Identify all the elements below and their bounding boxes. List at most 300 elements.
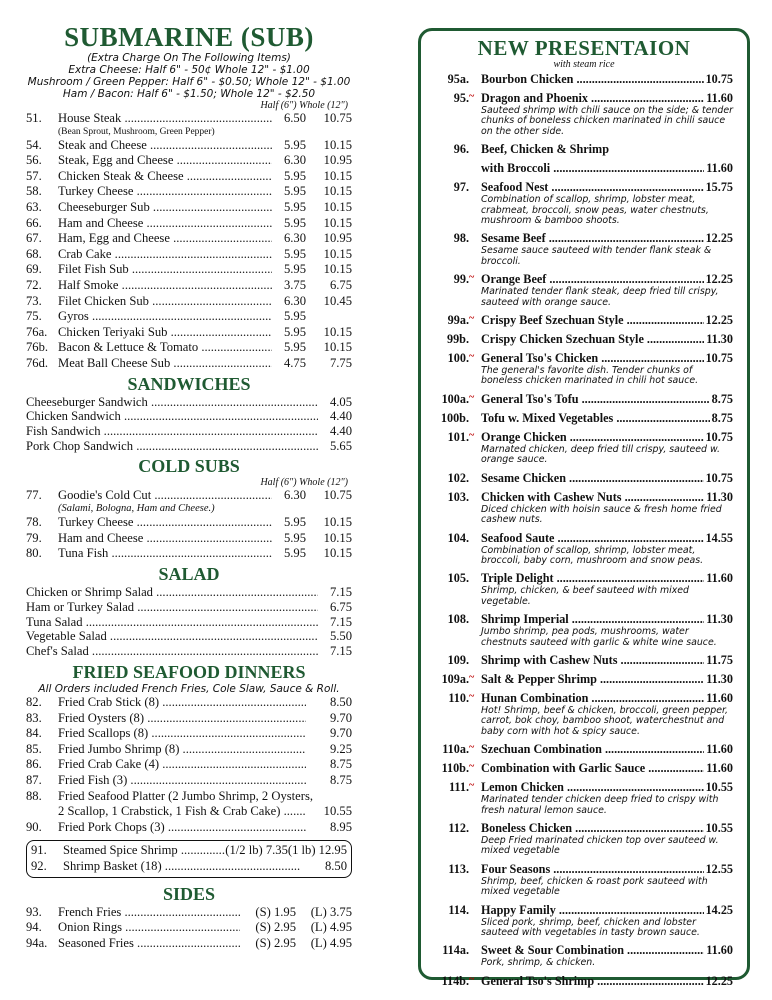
item-name: Meat Ball Cheese Sub ..... xyxy=(58,356,272,372)
half-price: 6.30 xyxy=(283,231,306,246)
item-name: Goodie's Cold Cut ..... xyxy=(58,488,272,504)
note-line: (Extra Charge On The Following Items) xyxy=(87,52,291,64)
item-price: 8.75 xyxy=(711,391,733,406)
half-price: 5.95 xyxy=(283,546,306,561)
menu-item xyxy=(421,531,747,567)
item-name: Turkey Cheese ..... xyxy=(58,184,272,200)
item-row xyxy=(481,612,747,627)
item-name: Seafood Saute ..... xyxy=(481,531,704,546)
item-number: 54. xyxy=(26,137,42,152)
item-number: 111. xyxy=(449,780,469,795)
item-name: French Fries ..... xyxy=(58,905,240,921)
item-row xyxy=(481,943,747,958)
sub-row xyxy=(26,356,352,372)
item-number: 72. xyxy=(26,277,42,292)
whole-price: 10.75 xyxy=(323,111,352,125)
item-number: 93. xyxy=(26,904,42,919)
sub-row xyxy=(26,216,352,232)
chili-pepper-icon: ~ xyxy=(469,780,475,792)
item-number: 94a. xyxy=(26,935,48,950)
menu-item xyxy=(421,742,747,757)
item-price: 12.25 xyxy=(705,313,733,328)
small-price: (S) 2.95 xyxy=(255,920,296,935)
item-name: with Broccoli ..... xyxy=(481,161,704,176)
item-number: 95. xyxy=(453,91,469,105)
item-number: 90. xyxy=(26,819,42,834)
item-name: Crispy Chicken Szechuan Style ..... xyxy=(481,332,704,347)
item-number: 99b. xyxy=(446,332,469,347)
item-name: Bourbon Chicken ..... xyxy=(481,72,704,87)
item-price: 11.60 xyxy=(706,571,733,586)
salad-row xyxy=(26,644,352,659)
item-name: Four Seasons ..... xyxy=(481,862,704,877)
new-presentation-list xyxy=(421,72,747,989)
whole-price: 10.45 xyxy=(323,293,352,308)
menu-item xyxy=(421,943,747,968)
item-name: Half Smoke ..... xyxy=(58,278,272,294)
item-name: Chicken Sandwich ..... xyxy=(26,409,318,424)
item-number: 76d. xyxy=(26,355,49,370)
seafood-row xyxy=(26,773,352,789)
sub-row xyxy=(26,184,352,200)
item-name: Triple Delight ..... xyxy=(481,571,704,586)
item-name: Shrimp with Cashew Nuts ..... xyxy=(481,653,704,668)
item-price: 12.25 xyxy=(705,973,733,988)
chili-pepper-icon: ~ xyxy=(469,429,475,441)
chili-pepper-icon: ~ xyxy=(469,391,475,403)
sub-column-header: Half (6") Whole (12") xyxy=(260,100,348,111)
item-price: 9.25 xyxy=(329,741,352,756)
item-price: 12.55 xyxy=(705,861,733,876)
item-name: Tuna Fish ..... xyxy=(58,546,272,562)
item-description: Marnated chicken, deep fried till crispy, sauteed w. orange sauce. xyxy=(481,443,721,466)
item-name: Dragon and Phoenix ..... xyxy=(481,91,704,106)
item-row xyxy=(481,471,747,486)
item-row xyxy=(481,313,747,328)
item-number: 103. xyxy=(447,489,469,504)
sub-row xyxy=(26,278,352,294)
menu-item xyxy=(421,313,747,328)
chili-pepper-icon: ~ xyxy=(469,973,475,985)
item-name: Steak and Cheese ..... xyxy=(58,138,272,154)
item-name: 2 Scallop, 1 Crabstick, 1 Fish & Crab Cake) ..... xyxy=(58,804,306,820)
salad-row xyxy=(26,600,352,615)
new-presentation-subtitle: with steam rice xyxy=(553,59,615,70)
item-name: House Steak ..... xyxy=(58,111,272,127)
half-price: 5.95 xyxy=(283,246,306,261)
cold-column-header: Half (6") Whole (12") xyxy=(260,476,348,488)
item-price: 7.15 xyxy=(329,644,352,659)
item-description: Hot! Shrimp, beef & chicken, broccoli, green pepper, carrot, bok choy, bamboo shoot, waterchestnut and baby corn with hot & spicy sauce. xyxy=(481,704,728,737)
item-row xyxy=(481,691,747,706)
item-price: 11.60 xyxy=(706,161,733,176)
item-number: 92. xyxy=(31,858,47,873)
item-price: 4.05 xyxy=(329,394,352,409)
item-number: 82. xyxy=(26,695,42,710)
new-presentation-title: NEW PRESENTAION xyxy=(477,36,691,60)
new-presentation-box xyxy=(418,28,750,988)
item-row xyxy=(481,653,747,668)
menu-item xyxy=(421,411,747,426)
item-number: 67. xyxy=(26,231,42,246)
item-number: 76b. xyxy=(26,340,49,355)
item-row xyxy=(481,742,747,757)
item-name: Crab Cake ..... xyxy=(58,247,272,263)
item-number: 99. xyxy=(453,272,469,287)
item-description: Deep Fried marinated chicken top over sauteed w. mixed vegetable xyxy=(481,834,719,857)
menu-item xyxy=(421,653,747,668)
item-row xyxy=(481,903,747,918)
item-number: 100a. xyxy=(441,391,469,406)
item-price: 11.30 xyxy=(706,671,733,686)
item-number: 78. xyxy=(26,515,42,530)
item-number: 80. xyxy=(26,546,42,561)
item-price: 9.70 xyxy=(329,726,352,741)
whole-price: 10.95 xyxy=(323,153,352,168)
cold-sub-row xyxy=(26,531,352,547)
item-price: 10.75 xyxy=(705,470,733,485)
item-name: Filet Fish Sub ..... xyxy=(58,262,272,278)
cold-sub-row xyxy=(26,488,352,504)
item-name: Gyros ..... xyxy=(58,309,272,325)
item-price: 6.75 xyxy=(329,599,352,614)
seafood-row xyxy=(26,820,352,836)
whole-price: 10.15 xyxy=(323,340,352,355)
item-name: Steak, Egg and Cheese ..... xyxy=(58,153,272,169)
item-price: 11.75 xyxy=(706,652,733,667)
item-name: Ham, Egg and Cheese ..... xyxy=(58,231,272,247)
item-row xyxy=(481,974,747,989)
menu-item xyxy=(421,862,747,898)
menu-item xyxy=(421,903,747,939)
small-price: (S) 1.95 xyxy=(255,904,296,919)
item-price: 10.55 xyxy=(705,780,733,795)
item-number: 109a. xyxy=(441,671,469,686)
item-description: Marinated tender chicken deep fried to crispy with fresh natural lemon sauce. xyxy=(481,794,719,816)
item-price: 14.55 xyxy=(705,530,733,545)
item-price: 11.60 xyxy=(706,690,733,705)
item-price: 5.65 xyxy=(329,438,352,453)
item-description: Combination of scallop, shrimp, lobster meat, broccoli, baby corn, mushroom and snow peas. xyxy=(481,544,704,566)
item-price: 11.60 xyxy=(706,91,733,105)
item-number: 114b. xyxy=(441,973,469,988)
item-name: Turkey Cheese ..... xyxy=(58,515,272,531)
item-number: 100. xyxy=(447,351,469,366)
item-name: Salt & Pepper Shrimp ..... xyxy=(481,672,704,687)
boxed-row xyxy=(31,859,347,875)
item-description: Diced chicken with hoisin sauce & fresh home fried cashew nuts. xyxy=(481,503,722,526)
whole-price: 10.15 xyxy=(323,324,352,339)
menu-item xyxy=(421,272,747,308)
item-price: 8.95 xyxy=(329,819,352,834)
large-price: (L) 4.95 xyxy=(310,920,352,935)
item-number: 110b. xyxy=(441,761,469,776)
item-description: Shrimp, chicken, & beef sauteed with mixed vegetable. xyxy=(481,585,689,607)
item-name: Chicken or Shrimp Salad ..... xyxy=(26,585,318,600)
item-price: 11.60 xyxy=(706,742,733,757)
sub-row xyxy=(26,138,352,154)
item-number: 85. xyxy=(26,741,42,756)
item-number: 98. xyxy=(453,231,469,246)
item-number: 96. xyxy=(453,142,469,157)
item-row xyxy=(481,761,747,776)
item-description: Combination of scallop, shrimp, lobster meat, crabmeat, broccoli, snow peas, water chestnuts, mushroom & bamboo shoots. xyxy=(481,194,709,227)
item-row xyxy=(481,231,747,246)
submarine-list xyxy=(26,111,352,372)
item-price: 14.25 xyxy=(705,902,733,917)
item-name: Cheeseburger Sub ..... xyxy=(58,200,272,216)
half-price: 6.30 xyxy=(283,293,306,308)
item-name: Chicken with Cashew Nuts ..... xyxy=(481,490,704,505)
item-number: 114a. xyxy=(442,943,469,958)
item-number: 101. xyxy=(447,429,469,444)
whole-price: 6.75 xyxy=(329,277,352,292)
item-price: 15.75 xyxy=(705,180,733,195)
left-column xyxy=(26,22,352,951)
salad-list xyxy=(26,585,352,659)
item-price: 11.30 xyxy=(706,489,733,504)
menu-item xyxy=(421,392,747,407)
item-name: Hunan Combination ..... xyxy=(481,691,704,706)
item-number: 91. xyxy=(31,843,47,858)
side-row xyxy=(26,936,352,952)
item-name: Seasoned Fries ..... xyxy=(58,936,240,952)
item-name: Fried Crab Stick (8) ..... xyxy=(58,695,306,711)
item-name: Sweet & Sour Combination ..... xyxy=(481,943,704,958)
item-price: 10.75 xyxy=(705,429,733,444)
seafood-title: FRIED SEAFOOD DINNERS xyxy=(72,662,306,683)
sub-row xyxy=(26,231,352,247)
half-price: 3.75 xyxy=(283,277,306,292)
half-price: 5.95 xyxy=(283,515,306,530)
sub-row xyxy=(26,111,352,127)
item-name: Cheeseburger Sandwich ..... xyxy=(26,395,318,410)
sub-row xyxy=(26,262,352,278)
half-price: 5.95 xyxy=(283,168,306,183)
half-price: 5.95 xyxy=(283,199,306,214)
whole-price: 10.15 xyxy=(323,184,352,199)
menu-item xyxy=(421,821,747,857)
item-row xyxy=(481,272,747,287)
item-price: 8.75 xyxy=(329,757,352,772)
item-price: 8.50 xyxy=(324,858,347,873)
item-name: Fried Scallops (8) ..... xyxy=(58,726,306,742)
item-number: 58. xyxy=(26,184,42,199)
item-name: Tuna Salad ..... xyxy=(26,615,318,630)
whole-price: 10.15 xyxy=(323,215,352,230)
item-number: 84. xyxy=(26,726,42,741)
whole-price: 10.15 xyxy=(323,530,352,545)
item-price: (1/2 lb) 7.35(1 lb) 12.95 xyxy=(225,843,347,858)
item-number: 100b. xyxy=(440,410,469,425)
item-price: 4.40 xyxy=(329,409,352,424)
cold-subs-list xyxy=(26,488,352,562)
item-row xyxy=(481,430,747,445)
seafood-row xyxy=(26,726,352,742)
item-price: 7.15 xyxy=(329,585,352,600)
item-name: General Tso's Tofu ..... xyxy=(481,392,710,407)
item-price: 12.25 xyxy=(705,272,733,287)
whole-price: 10.75 xyxy=(323,487,352,502)
seafood-note: All Orders included French Fries, Cole Slaw, Sauce & Roll. xyxy=(38,683,340,696)
salad-title: SALAD xyxy=(158,564,220,585)
item-row xyxy=(481,332,747,347)
menu-item xyxy=(421,430,747,466)
menu-item xyxy=(421,332,747,347)
extra-charge-notes xyxy=(26,52,352,100)
salad-row xyxy=(26,615,352,630)
item-number: 69. xyxy=(26,262,42,277)
menu-item xyxy=(421,571,747,607)
item-description: Pork, shrimp, & chicken. xyxy=(481,957,596,969)
item-price: 11.60 xyxy=(706,761,733,776)
cold-subs-title: COLD SUBS xyxy=(138,455,240,476)
item-row xyxy=(481,180,747,195)
item-name: Bacon & Lettuce & Tomato ..... xyxy=(58,340,272,356)
item-number: 114. xyxy=(448,902,469,917)
item-number: 56. xyxy=(26,153,42,168)
whole-price: 10.15 xyxy=(323,246,352,261)
side-row xyxy=(26,905,352,921)
sandwiches-title: SANDWICHES xyxy=(127,373,251,394)
item-description: Shrimp, beef, chicken & roast pork sauteed with mixed vegetable xyxy=(481,875,708,898)
whole-price: 10.15 xyxy=(323,168,352,183)
seafood-row xyxy=(26,711,352,727)
sandwich-row xyxy=(26,439,352,454)
item-description: Sliced pork, shrimp, beef, chicken and lobster sauteed with vegetables in tasty brown sauce. xyxy=(481,916,700,938)
whole-price: 10.15 xyxy=(323,546,352,561)
item-description: Sesame sauce sauteed with tender flank steak & broccoli. xyxy=(481,245,712,267)
seafood-list xyxy=(26,695,352,835)
boxed-row xyxy=(31,843,347,859)
chili-pepper-icon: ~ xyxy=(469,91,475,102)
item-row xyxy=(481,780,747,795)
item-name: Beef, Chicken & Shrimp xyxy=(481,142,609,157)
seafood-row xyxy=(26,695,352,711)
item-number: 88. xyxy=(26,788,42,803)
item-name: Pork Chop Sandwich ..... xyxy=(26,439,318,454)
menu-item xyxy=(421,161,747,176)
sandwich-row xyxy=(26,424,352,439)
item-name: Fried Seafood Platter (2 Jumbo Shrimp, 2 Oysters, xyxy=(58,788,313,803)
item-name: Fried Fish (3) ..... xyxy=(58,773,306,789)
item-row xyxy=(481,411,747,426)
chili-pepper-icon: ~ xyxy=(469,742,475,754)
item-row xyxy=(481,672,747,687)
item-price: 10.75 xyxy=(705,72,733,86)
small-price: (S) 2.95 xyxy=(255,935,296,950)
item-name: Lemon Chicken ..... xyxy=(481,780,704,795)
item-name: General Tso's Shrimp ..... xyxy=(481,974,704,989)
item-name: Shrimp Basket (18) ..... xyxy=(63,859,301,875)
item-number: 51. xyxy=(26,111,42,125)
item-number: 86. xyxy=(26,757,42,772)
item-price: 11.30 xyxy=(706,612,733,627)
item-price: 7.15 xyxy=(329,614,352,629)
item-row xyxy=(481,91,747,106)
item-name: Ham and Cheese ..... xyxy=(58,531,272,547)
menu-item xyxy=(421,142,747,157)
item-row xyxy=(481,72,747,87)
item-row xyxy=(481,531,747,546)
item-name: Shrimp Imperial ..... xyxy=(481,612,704,627)
item-name: Orange Beef ..... xyxy=(481,272,704,287)
half-price: 6.50 xyxy=(283,111,306,125)
item-number: 77. xyxy=(26,487,42,502)
item-number: 73. xyxy=(26,293,42,308)
item-row xyxy=(481,571,747,586)
sides-list xyxy=(26,905,352,952)
item-row xyxy=(481,490,747,505)
seafood-row xyxy=(26,757,352,773)
item-name: Onion Rings ..... xyxy=(58,920,240,936)
sub-row xyxy=(26,294,352,310)
item-number: 95a. xyxy=(447,72,469,86)
sandwich-row xyxy=(26,409,352,424)
item-price: 11.60 xyxy=(706,943,733,958)
sub-row xyxy=(26,309,352,325)
item-name: Seafood Nest ..... xyxy=(481,180,704,195)
item-price: 10.75 xyxy=(705,351,733,366)
menu-item xyxy=(421,91,747,137)
whole-price: 10.15 xyxy=(323,137,352,152)
item-number: 94. xyxy=(26,920,42,935)
whole-price: 10.95 xyxy=(323,231,352,246)
half-price: 5.95 xyxy=(283,324,306,339)
item-price: 11.30 xyxy=(706,332,733,347)
half-price: 6.30 xyxy=(283,487,306,502)
item-price: 8.75 xyxy=(711,410,733,425)
item-number: 110a. xyxy=(442,742,469,757)
note-line: Mushroom / Green Pepper: Half 6" - $0.50; Whole 12" - $1.00 xyxy=(27,76,351,88)
item-number: 110. xyxy=(448,690,469,705)
item-row xyxy=(481,821,747,836)
menu-item xyxy=(421,351,747,387)
salad-row xyxy=(26,585,352,600)
large-price: (L) 4.95 xyxy=(310,935,352,950)
item-number: 109. xyxy=(447,652,469,667)
item-number: 104. xyxy=(447,530,469,545)
item-number: 105. xyxy=(447,571,469,586)
item-price: 9.70 xyxy=(329,710,352,725)
menu-item xyxy=(421,490,747,526)
item-name: Crispy Beef Szechuan Style ..... xyxy=(481,313,704,328)
large-price: (L) 3.75 xyxy=(310,904,352,919)
chili-pepper-icon: ~ xyxy=(469,351,475,363)
chili-pepper-icon: ~ xyxy=(469,761,475,773)
note-line: Extra Cheese: Half 6" - 50¢ Whole 12" - $1.00 xyxy=(68,64,310,76)
sub-row xyxy=(26,340,352,356)
item-number: 68. xyxy=(26,246,42,261)
item-description: Marinated tender flank steak, deep fried till crispy, sauteed with orange sauce. xyxy=(481,286,719,308)
item-note: (Salami, Bologna, Ham and Cheese.) xyxy=(58,503,215,515)
item-row xyxy=(481,142,747,157)
salad-row xyxy=(26,629,352,644)
item-name: Tofu w. Mixed Vegetables ..... xyxy=(481,411,710,426)
chili-pepper-icon: ~ xyxy=(469,272,475,284)
item-name: Vegetable Salad ..... xyxy=(26,629,318,644)
half-price: 4.75 xyxy=(283,355,306,370)
item-name: Combination with Garlic Sauce ..... xyxy=(481,761,704,776)
shrimp-box xyxy=(26,840,352,877)
item-row xyxy=(481,862,747,877)
item-name: Steamed Spice Shrimp ..... xyxy=(63,843,225,859)
item-number: 76a. xyxy=(26,324,48,339)
item-number: 108. xyxy=(447,612,469,627)
platter-row xyxy=(26,789,352,805)
item-name: Fish Sandwich ..... xyxy=(26,424,318,439)
item-name: Sesame Chicken ..... xyxy=(481,471,704,486)
